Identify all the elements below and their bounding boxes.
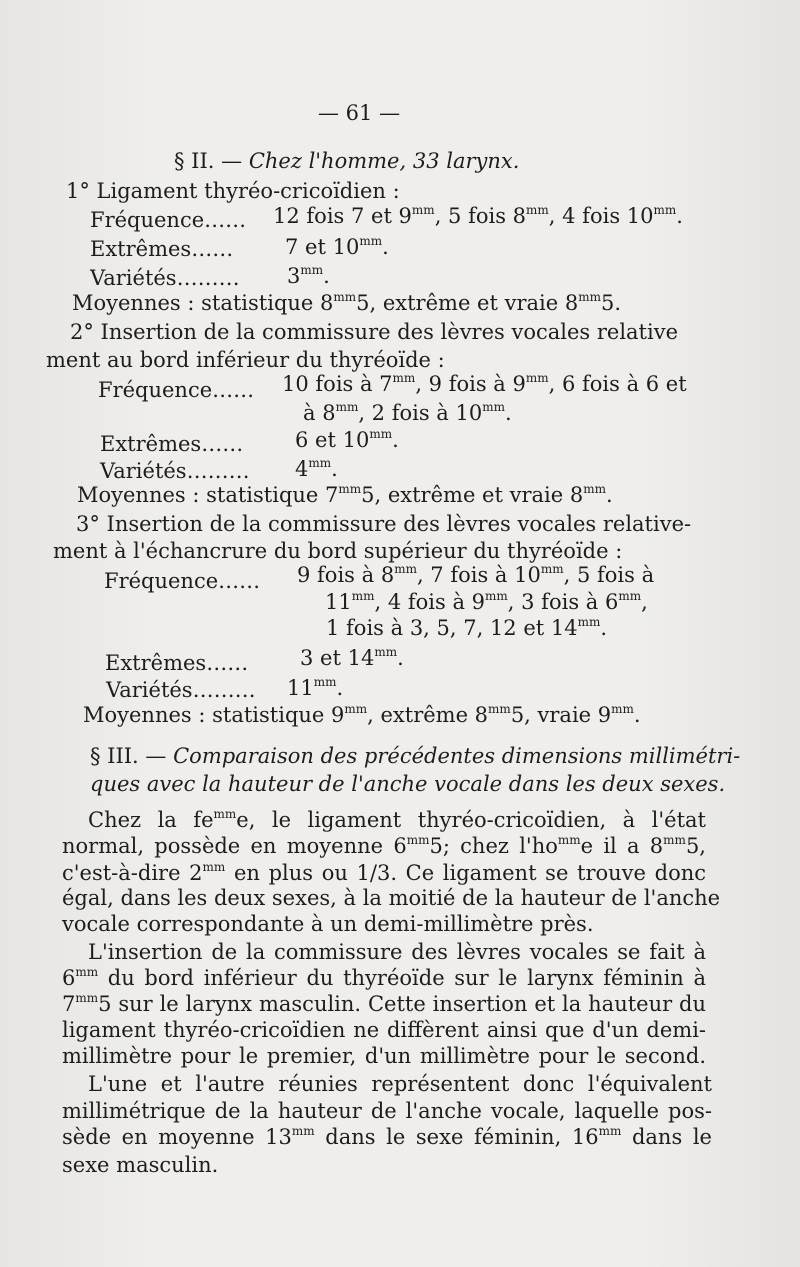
section-heading-title: Chez l'homme, 33 larynx. — [248, 149, 520, 173]
para1-line3: c'est-à-dire $2^{mm}$ en plus ou 1/3. Ce ligament se trouve donc — [62, 860, 706, 885]
item3-varietes-label: Variétés……… — [106, 678, 256, 702]
para3-line1: L'une et l'autre réunies représentent donc l'équivalent — [88, 1072, 712, 1096]
item2-extremes-label: Extrêmes…… — [100, 432, 244, 456]
section-heading-title-line1: Comparaison des précédentes dimensions millimétri- — [173, 744, 741, 768]
item3-title-line1: 3° Insertion de la commissure des lèvres vocales relative- — [76, 512, 692, 536]
item2-frequence-label: Fréquence…… — [98, 378, 255, 402]
item2-frequence-value-line2: à $8^{mm}$, 2 fois à $10^{mm}$. — [303, 400, 512, 425]
item2-frequence-value-line1: 10 fois à $7^{mm}$, 9 fois à $9^{mm}$, 6 fois à 6 et — [282, 371, 687, 396]
section-heading-title-line2: ques avec la hauteur de l'anche vocale dans les deux sexes. — [90, 772, 726, 796]
item3-frequence-value-line1: 9 fois à $8^{mm}$, 7 fois à $10^{mm}$, 5 fois à — [297, 562, 655, 587]
item3-extremes-value: 3 et $14^{mm}$. — [300, 645, 404, 670]
para2-line3: $7^{mm}5$ sur le larynx masculin. Cette insertion et la hauteur du — [62, 991, 706, 1016]
item2-moyennes: Moyennes : statistique $7^{mm}5$, extrême et vraie $8^{mm}$. — [77, 482, 613, 507]
para3-line3: sède en moyenne $13^{mm}$ dans le sexe féminin, $16^{mm}$ dans le — [62, 1124, 712, 1149]
item1-title: 1° Ligament thyréo-cricoïdien : — [66, 179, 400, 203]
item2-title-line1: 2° Insertion de la commissure des lèvres vocales relative — [70, 320, 679, 344]
section-heading-ii — [174, 148, 519, 174]
para1-line5: vocale correspondante à un demi-millimètre près. — [62, 912, 594, 936]
item3-frequence-label: Fréquence…… — [104, 569, 261, 593]
para1-line4: égal, dans les deux sexes, à la moitié de la hauteur de l'anche — [62, 886, 721, 910]
para3-line4: sexe masculin. — [62, 1153, 219, 1177]
page-number: — 61 — — [318, 101, 401, 125]
item3-varietes-value: $11^{mm}$. — [287, 675, 344, 700]
para2-line1: L'insertion de la commissure des lèvres vocales se fait à — [88, 940, 706, 964]
para2-line2: $6^{mm}$ du bord inférieur du thyréoïde sur le larynx féminin à — [62, 965, 706, 990]
para3-line2: millimétrique de la hauteur de l'anche vocale, laquelle pos- — [62, 1099, 712, 1123]
item3-frequence-value-line2: $11^{mm}$, 4 fois à $9^{mm}$, 3 fois à $6^{mm}$, — [325, 589, 648, 614]
item1-moyennes: Moyennes : statistique $8^{mm}5$, extrême et vraie $8^{mm}5$. — [72, 290, 622, 315]
section-heading-prefix: § III. — — [90, 744, 167, 768]
item3-moyennes: Moyennes : statistique $9^{mm}$, extrême $8^{mm}5$, vraie $9^{mm}$. — [83, 702, 641, 727]
item1-frequence-label: Fréquence…… — [90, 208, 247, 232]
item2-title-line2: ment au bord inférieur du thyréoïde : — [46, 348, 445, 372]
item2-varietes-value: $4^{mm}$. — [295, 456, 338, 481]
section-heading-prefix: § II. — — [174, 149, 243, 173]
item1-varietes-label: Variétés……… — [90, 266, 240, 290]
item3-title-line2: ment à l'échancrure du bord supérieur du thyréoïde : — [53, 539, 623, 563]
item3-extremes-label: Extrêmes…… — [105, 651, 249, 675]
item3-frequence-value-line3: 1 fois à 3, 5, 7, 12 et $14^{mm}$. — [326, 615, 608, 640]
item1-extremes-label: Extrêmes…… — [90, 237, 234, 261]
para2-line4: ligament thyréo-cricoïdien ne diffèrent ainsi que d'un demi- — [62, 1018, 706, 1042]
section-heading-iii — [90, 743, 740, 769]
para1-line1: Chez la $fe^{mm}e$, le ligament thyréo-cricoïdien, à l'état — [88, 807, 706, 832]
item1-frequence-value: 12 fois 7 et $9^{mm}$, 5 fois $8^{mm}$, 4 fois $10^{mm}$. — [273, 203, 683, 228]
para2-line5: millimètre pour le premier, d'un millimètre pour le second. — [62, 1044, 706, 1068]
para1-line2: normal, possède en moyenne $6^{mm}5$; chez $l'ho^{mm}e$ il a $8^{mm}5$, — [62, 833, 706, 858]
item2-extremes-value: 6 et $10^{mm}$. — [295, 427, 399, 452]
item1-extremes-value: 7 et $10^{mm}$. — [285, 234, 389, 259]
item2-varietes-label: Variétés……… — [100, 459, 250, 483]
item1-varietes-value: $3^{mm}$. — [287, 263, 330, 288]
